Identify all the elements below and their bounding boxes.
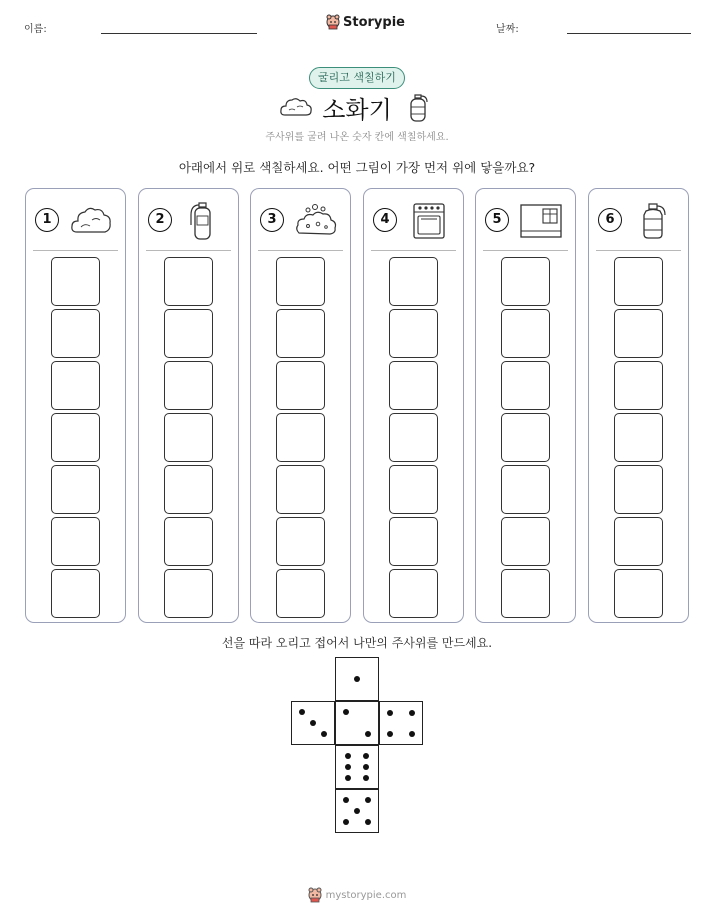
die-pip bbox=[363, 753, 369, 759]
color-box[interactable] bbox=[389, 257, 438, 306]
date-label: 날짜: bbox=[496, 24, 519, 35]
color-box[interactable] bbox=[164, 257, 213, 306]
extinguisher-tank-icon bbox=[632, 201, 676, 241]
column-number: 2 bbox=[148, 208, 172, 232]
color-box[interactable] bbox=[51, 413, 100, 462]
column-6 bbox=[588, 188, 689, 623]
title-extinguisher-icon bbox=[406, 91, 430, 123]
color-box[interactable] bbox=[164, 569, 213, 618]
column-divider bbox=[371, 250, 456, 251]
die-pip bbox=[409, 731, 415, 737]
color-box[interactable] bbox=[501, 413, 550, 462]
column-number: 6 bbox=[598, 208, 622, 232]
column-5 bbox=[475, 188, 576, 623]
color-box[interactable] bbox=[51, 257, 100, 306]
column-1 bbox=[25, 188, 126, 623]
die-pip bbox=[365, 731, 371, 737]
die-pip bbox=[310, 720, 316, 726]
die-face-4 bbox=[379, 701, 423, 745]
column-number: 1 bbox=[35, 208, 59, 232]
column-3 bbox=[250, 188, 351, 623]
die-pip bbox=[363, 775, 369, 781]
name-label: 이름: bbox=[24, 24, 47, 35]
die-instruction: 선을 따라 오리고 접어서 나만의 주사위를 만드세요. bbox=[221, 636, 493, 650]
color-box[interactable] bbox=[614, 309, 663, 358]
column-divider bbox=[33, 250, 118, 251]
color-box[interactable] bbox=[389, 569, 438, 618]
page-subtitle: 주사위를 굴려 나온 숫자 칸에 색칠하세요. bbox=[265, 132, 449, 143]
die-pip bbox=[321, 731, 327, 737]
die-pip bbox=[345, 753, 351, 759]
color-box[interactable] bbox=[276, 517, 325, 566]
oven-icon bbox=[407, 201, 451, 241]
die-pip bbox=[409, 710, 415, 716]
color-box[interactable] bbox=[501, 361, 550, 410]
column-header bbox=[589, 189, 688, 251]
color-box[interactable] bbox=[51, 309, 100, 358]
color-box[interactable] bbox=[164, 309, 213, 358]
color-box[interactable] bbox=[276, 413, 325, 462]
color-box[interactable] bbox=[614, 413, 663, 462]
die-pip bbox=[343, 709, 349, 715]
column-header bbox=[251, 189, 350, 251]
column-2 bbox=[138, 188, 239, 623]
brand-logo bbox=[326, 14, 405, 30]
column-divider bbox=[258, 250, 343, 251]
die-face-6 bbox=[335, 745, 379, 789]
color-box[interactable] bbox=[614, 465, 663, 514]
color-box[interactable] bbox=[51, 361, 100, 410]
column-number: 4 bbox=[373, 208, 397, 232]
name-line bbox=[101, 33, 257, 34]
die-pip bbox=[345, 775, 351, 781]
storypie-mascot-icon bbox=[326, 14, 340, 30]
color-box[interactable] bbox=[501, 569, 550, 618]
storypie-mascot-icon bbox=[308, 887, 322, 903]
color-box[interactable] bbox=[276, 569, 325, 618]
die-pip bbox=[365, 819, 371, 825]
die-pip bbox=[299, 709, 305, 715]
color-box[interactable] bbox=[501, 309, 550, 358]
color-box[interactable] bbox=[51, 465, 100, 514]
die-pip bbox=[363, 764, 369, 770]
page-title: 소화기 bbox=[322, 96, 392, 124]
color-box[interactable] bbox=[614, 569, 663, 618]
color-box[interactable] bbox=[164, 361, 213, 410]
brand-name: Storypie bbox=[343, 14, 405, 30]
column-divider bbox=[483, 250, 568, 251]
color-box[interactable] bbox=[389, 413, 438, 462]
color-box[interactable] bbox=[501, 465, 550, 514]
color-box[interactable] bbox=[164, 517, 213, 566]
foam-cloud-icon bbox=[294, 201, 338, 241]
column-number: 5 bbox=[485, 208, 509, 232]
die-pip bbox=[354, 676, 360, 682]
color-box[interactable] bbox=[389, 361, 438, 410]
die-face-1 bbox=[335, 657, 379, 701]
color-box[interactable] bbox=[614, 517, 663, 566]
date-line bbox=[567, 33, 691, 34]
die-pip bbox=[365, 797, 371, 803]
color-box[interactable] bbox=[614, 361, 663, 410]
color-box[interactable] bbox=[389, 465, 438, 514]
die-pip bbox=[387, 731, 393, 737]
column-number: 3 bbox=[260, 208, 284, 232]
column-divider bbox=[146, 250, 231, 251]
color-box[interactable] bbox=[276, 465, 325, 514]
color-box[interactable] bbox=[51, 569, 100, 618]
die-pip bbox=[387, 710, 393, 716]
color-box[interactable] bbox=[164, 465, 213, 514]
die-pip bbox=[354, 808, 360, 814]
die-face-3 bbox=[291, 701, 335, 745]
activity-badge: 굴리고 색칠하기 bbox=[309, 67, 405, 89]
color-box[interactable] bbox=[51, 517, 100, 566]
coloring-instruction: 아래에서 위로 색칠하세요. 어떤 그림이 가장 먼저 위에 닿을까요? bbox=[178, 160, 536, 175]
color-box[interactable] bbox=[389, 517, 438, 566]
color-box[interactable] bbox=[501, 257, 550, 306]
die-face-2 bbox=[335, 701, 379, 745]
column-header bbox=[26, 189, 125, 251]
color-box[interactable] bbox=[614, 257, 663, 306]
column-header bbox=[364, 189, 463, 251]
footer bbox=[0, 887, 714, 903]
color-box[interactable] bbox=[164, 413, 213, 462]
footer-url[interactable]: mystorypie.com bbox=[325, 889, 407, 901]
color-box[interactable] bbox=[389, 309, 438, 358]
column-header bbox=[476, 189, 575, 251]
die-pip bbox=[343, 797, 349, 803]
fire-extinguisher-icon bbox=[182, 201, 226, 241]
color-box[interactable] bbox=[501, 517, 550, 566]
column-4 bbox=[363, 188, 464, 623]
die-face-5 bbox=[335, 789, 379, 833]
die-pip bbox=[345, 764, 351, 770]
column-header bbox=[139, 189, 238, 251]
color-box[interactable] bbox=[276, 309, 325, 358]
column-divider bbox=[596, 250, 681, 251]
window-wall-icon bbox=[519, 201, 563, 241]
color-box[interactable] bbox=[276, 361, 325, 410]
smoke-cloud-icon bbox=[69, 201, 113, 241]
die-pip bbox=[343, 819, 349, 825]
color-box[interactable] bbox=[276, 257, 325, 306]
